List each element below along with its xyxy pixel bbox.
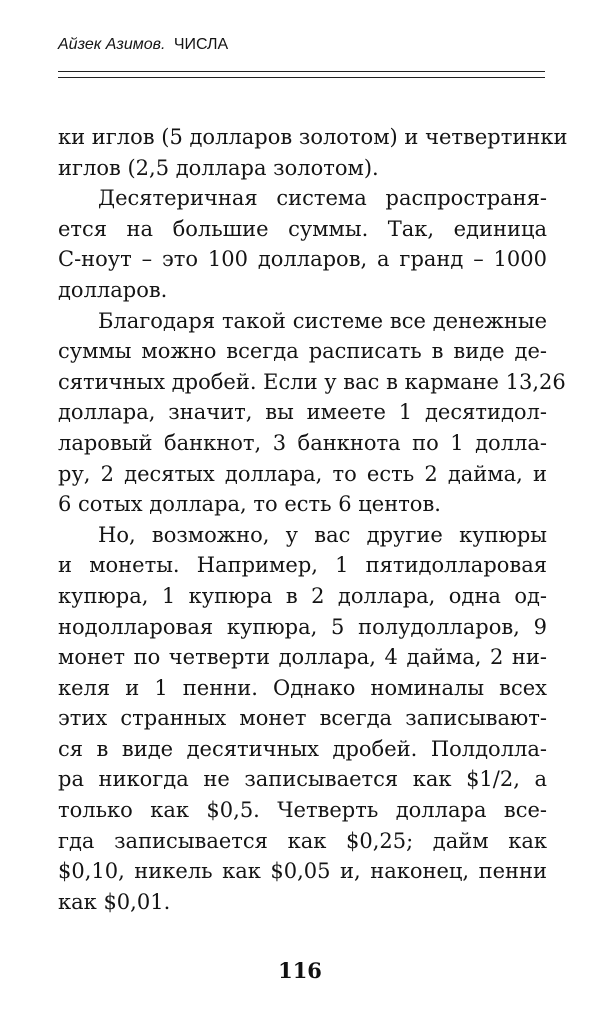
text-line: только как $0,5. Четверть доллара все- [58, 798, 547, 823]
page-number: 116 [278, 958, 322, 983]
header-rule-bottom [58, 77, 545, 78]
text-line: келя и 1 пенни. Однако номиналы всех [58, 675, 547, 700]
text-line: ся в виде десятичных дробей. Полдолла- [58, 736, 547, 761]
text-line: ки иглов (5 долларов золотом) и четвертинки [58, 125, 568, 149]
text-line: Но, возможно, у вас другие купюры [98, 522, 547, 547]
text-line: гда записывается как $0,25; дайм как [58, 828, 547, 853]
text-line: как $0,01. [58, 889, 171, 914]
text-line: иглов (2,5 доллара золотом). [58, 155, 379, 180]
text-line: суммы можно всегда расписать в виде де- [58, 339, 547, 364]
header-book-title: ЧИСЛА [173, 36, 229, 53]
text-line: С-ноут – это 100 долларов, а гранд – 1000 [58, 247, 547, 272]
text-line: доллара, значит, вы имеете 1 десятидол- [58, 400, 547, 425]
text-line: ру, 2 десятых доллара, то есть 2 дайма, и [58, 461, 547, 486]
text-line: сятичных дробей. Если у вас в кармане 13,26 [58, 369, 566, 394]
text-line: этих странных монет всегда записывают- [58, 706, 547, 731]
text-line: долларов. [58, 277, 168, 302]
header-author: Айзек Азимов. [58, 36, 166, 53]
text-line: монет по четверти доллара, 4 дайма, 2 ни- [58, 645, 547, 670]
header-rule-top [58, 71, 545, 72]
text-line: ра никогда не записывается как $1/2, а [58, 767, 547, 792]
body-text [58, 122, 568, 917]
text-line: 6 сотых доллара, то есть 6 центов. [58, 492, 441, 517]
running-header [58, 36, 228, 54]
text-line: и монеты. Например, 1 пятидолларовая [58, 553, 547, 578]
text-line: купюра, 1 купюра в 2 доллара, одна од- [58, 583, 547, 608]
text-line: ется на большие суммы. Так, единица [58, 216, 547, 241]
text-line: Благодаря такой системе все денежные [98, 308, 547, 333]
text-line: Десятеричная система распространя- [98, 186, 547, 211]
text-line: $0,10, никель как $0,05 и, наконец, пенни [58, 859, 547, 884]
text-line: нодолларовая купюра, 5 полудолларов, 9 [58, 614, 547, 639]
text-line: ларовый банкнот, 3 банкнота по 1 долла- [58, 430, 547, 455]
